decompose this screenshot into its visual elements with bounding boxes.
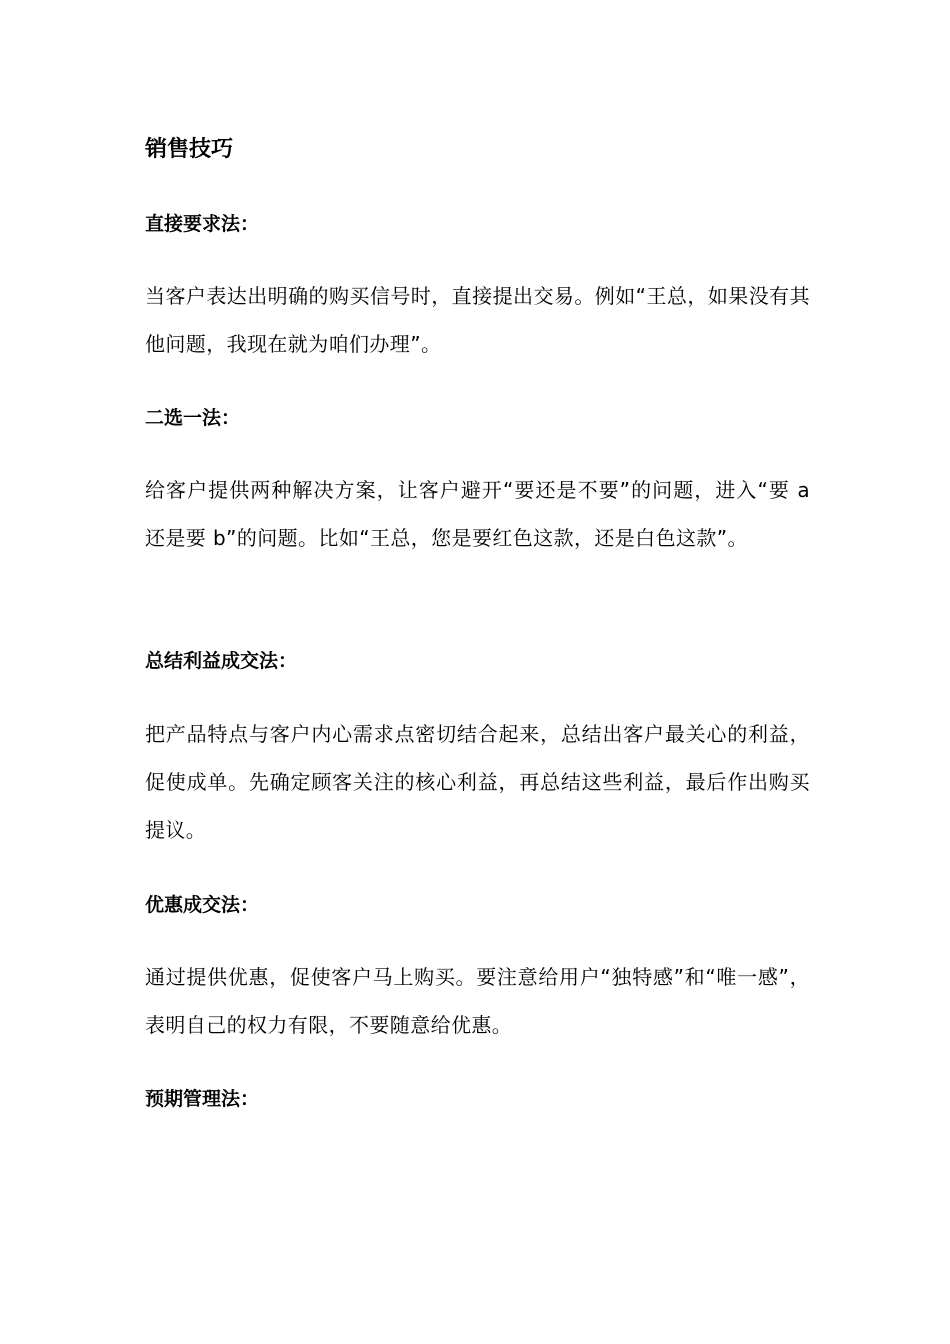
section-heading-discount-close: 优惠成交法： (145, 894, 260, 916)
section-heading-either-or: 二选一法： (145, 407, 241, 429)
section-body-direct-request: 当客户表达出明确的购买信号时，直接提出交易。例如“王总，如果没有其他问题，我现在就为咱们办理”。 (145, 284, 810, 356)
document-title: 销售技巧 (145, 137, 234, 162)
section-body-discount-close: 通过提供优惠，促使客户马上购买。要注意给用户“独特感”和“唯一感”，表明自己的权力有限，不要随意给优惠。 (145, 965, 810, 1037)
section-body-benefit-summary: 把产品特点与客户内心需求点密切结合起来，总结出客户最关心的利益，促使成单。先确定顾客关注的核心利益，再总结这些利益，最后作出购买提议。 (145, 722, 810, 842)
section-heading-direct-request: 直接要求法： (145, 213, 260, 235)
section-heading-expectation-management: 预期管理法： (145, 1088, 260, 1110)
section-body-either-or: 给客户提供两种解决方案，让客户避开“要还是不要”的问题，进入“要 a 还是要 b”的问题。比如“王总，您是要红色这款，还是白色这款”。 (145, 478, 810, 550)
section-heading-benefit-summary: 总结利益成交法： (145, 650, 298, 672)
